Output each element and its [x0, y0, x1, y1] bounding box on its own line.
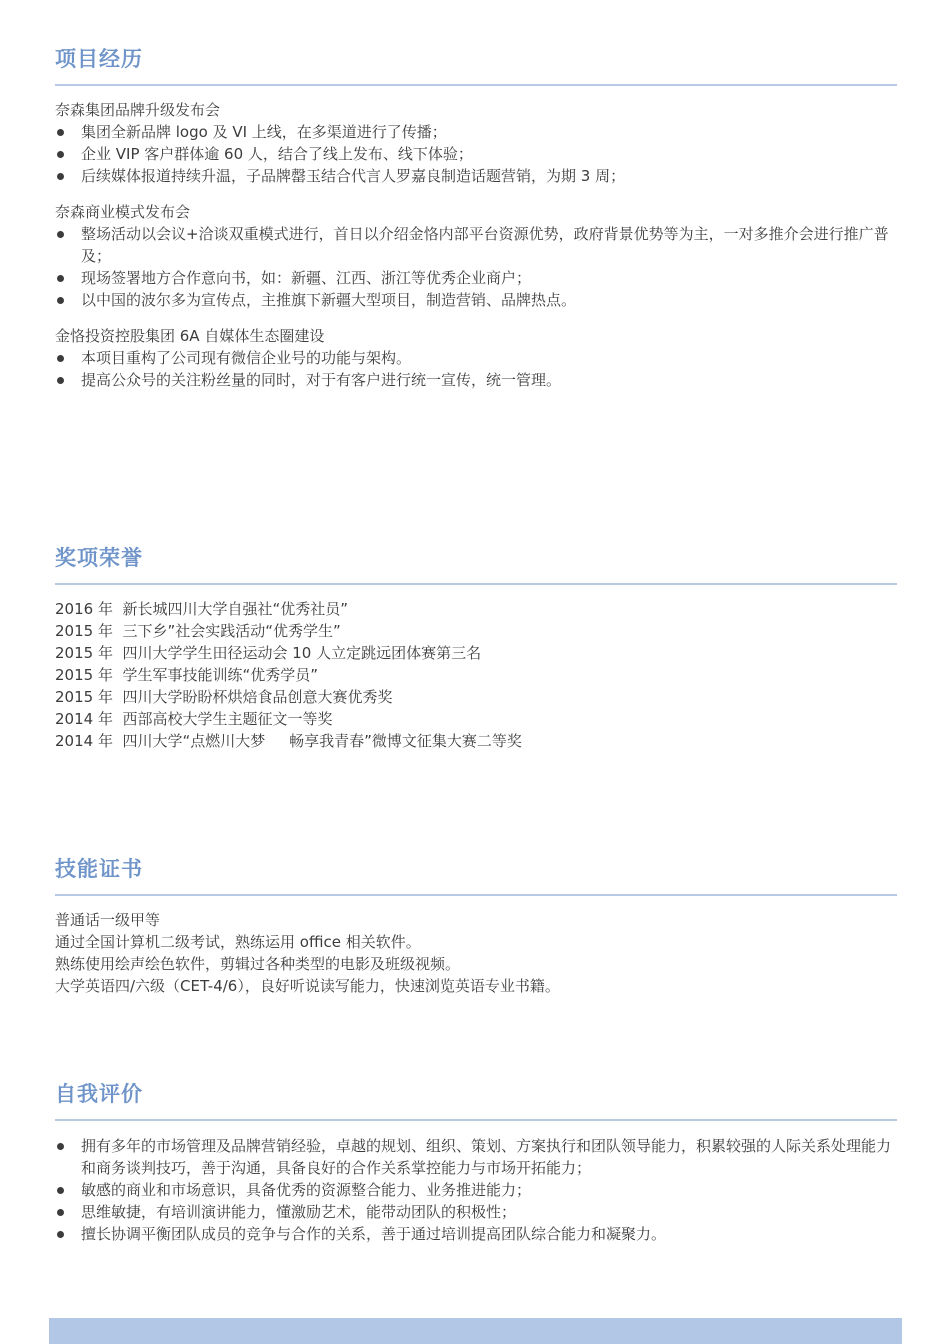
project-item: 整场活动以会议+洽谈双重模式进行，首日以介绍金恪内部平台资源优势，政府背景优势等为主，一对多推介会进行推广普及；	[55, 223, 897, 267]
projects-section	[55, 44, 897, 389]
self-eval-item: 思维敏捷，有培训演讲能力，懂激励艺术，能带动团队的积极性；	[55, 1201, 897, 1223]
awards-divider	[55, 583, 897, 585]
award-row: 2016 年 新长城四川大学自强社“优秀社员”	[55, 600, 349, 618]
projects-title: 项目经历	[55, 47, 143, 71]
skills-section	[55, 854, 897, 995]
footer-bar	[49, 1318, 902, 1344]
project-title: 金恪投资控股集团 6A 自媒体生态圈建设	[55, 327, 325, 345]
awards-section	[55, 543, 897, 750]
projects-list	[55, 99, 897, 405]
project-item: 集团全新品牌 logo 及 VI 上线，在多渠道进行了传播；	[55, 121, 897, 143]
project-block	[55, 99, 897, 187]
self-eval-title: 自我评价	[55, 1082, 143, 1106]
awards-list	[55, 598, 522, 752]
award-row: 2015 年 学生军事技能训练“优秀学员”	[55, 666, 319, 684]
project-block	[55, 325, 897, 391]
self-eval-divider	[55, 1119, 897, 1121]
self-eval-section	[55, 1079, 897, 1243]
award-row: 2014 年 四川大学“点燃川大梦 畅享我青春”微博文征集大赛二等奖	[55, 732, 522, 750]
skills-title: 技能证书	[55, 857, 143, 881]
award-row: 2015 年 四川大学学生田径运动会 10 人立定跳远团体赛第三名	[55, 644, 482, 662]
projects-divider	[55, 84, 897, 86]
skill-row: 熟练使用绘声绘色软件，剪辑过各种类型的电影及班级视频。	[55, 955, 461, 973]
project-title: 奈森集团品牌升级发布会	[55, 101, 221, 119]
skills-list	[55, 909, 560, 997]
project-item: 现场签署地方合作意向书，如：新疆、江西、浙江等优秀企业商户；	[55, 267, 897, 289]
project-item: 后续媒体报道持续升温，子品牌罄玉结合代言人罗嘉良制造话题营销，为期 3 周；	[55, 165, 897, 187]
self-eval-item: 拥有多年的市场管理及品牌营销经验，卓越的规划、组织、策划、方案执行和团队领导能力，积累较强的人际关系处理能力和商务谈判技巧，善于沟通，具备良好的合作关系掌控能力与市场开拓能力；	[55, 1135, 897, 1179]
skills-divider	[55, 894, 897, 896]
award-row: 2015 年 三下乡”社会实践活动“优秀学生”	[55, 622, 341, 640]
project-item: 提高公众号的关注粉丝量的同时，对于有客户进行统一宣传，统一管理。	[55, 369, 897, 391]
self-eval-item: 擅长协调平衡团队成员的竞争与合作的关系，善于通过培训提高团队综合能力和凝聚力。	[55, 1223, 897, 1245]
project-item: 以中国的波尔多为宣传点，主推旗下新疆大型项目，制造营销、品牌热点。	[55, 289, 897, 311]
award-row: 2015 年 四川大学盼盼杯烘焙食品创意大赛优秀奖	[55, 688, 393, 706]
self-eval-item: 敏感的商业和市场意识，具备优秀的资源整合能力、业务推进能力；	[55, 1179, 897, 1201]
project-item: 本项目重构了公司现有微信企业号的功能与架构。	[55, 347, 897, 369]
skill-row: 大学英语四/六级（CET-4/6），良好听说读写能力，快速浏览英语专业书籍。	[55, 977, 560, 995]
awards-title: 奖项荣誉	[55, 546, 143, 570]
skill-row: 普通话一级甲等	[55, 911, 161, 929]
project-block	[55, 201, 897, 311]
skill-row: 通过全国计算机二级考试，熟练运用 office 相关软件。	[55, 933, 421, 951]
self-eval-list	[55, 1135, 897, 1245]
project-item: 企业 VIP 客户群体逾 60 人，结合了线上发布、线下体验；	[55, 143, 897, 165]
award-row: 2014 年 西部高校大学生主题征文一等奖	[55, 710, 333, 728]
project-title: 奈森商业模式发布会	[55, 203, 191, 221]
